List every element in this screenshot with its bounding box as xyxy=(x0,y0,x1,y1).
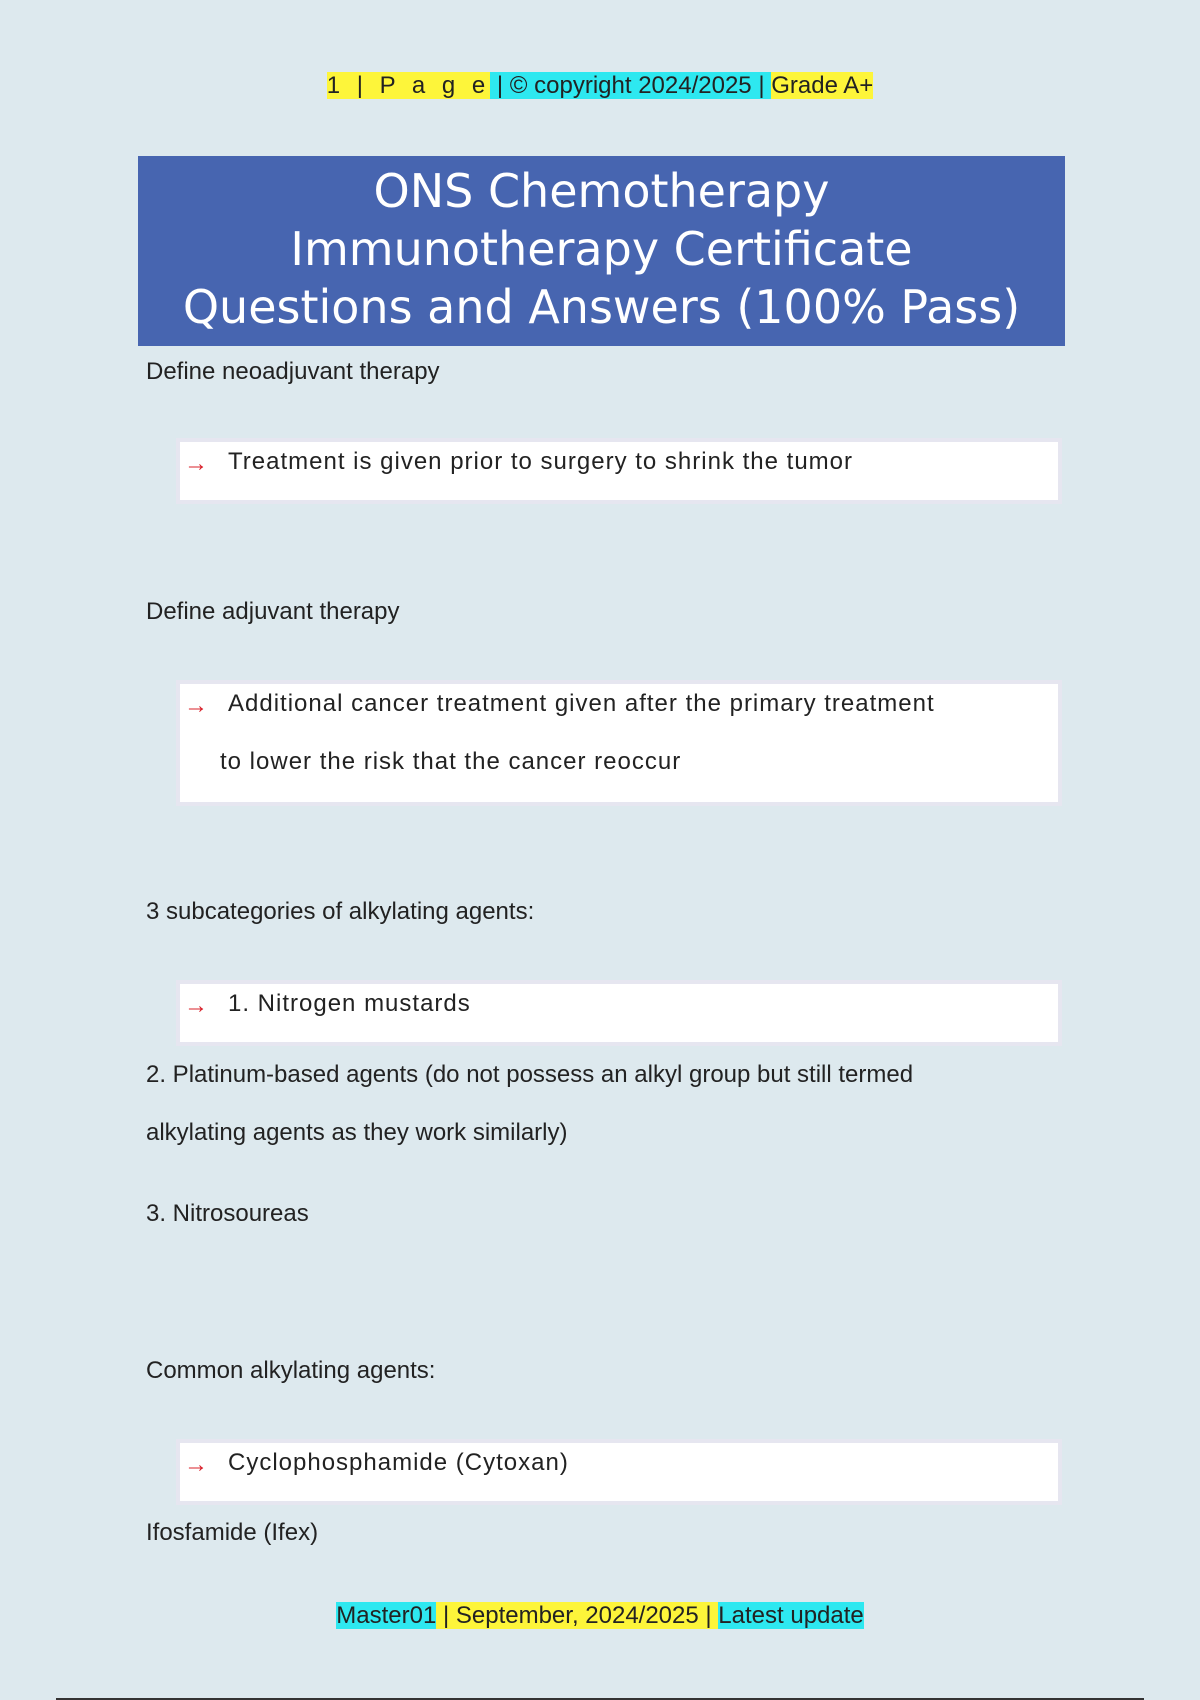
grade-text: Grade A+ xyxy=(771,72,874,99)
answer-box-4 xyxy=(176,1439,1062,1505)
question-2: Define adjuvant therapy xyxy=(146,598,400,625)
question-4: Common alkylating agents: xyxy=(146,1357,436,1384)
footer-date: | September, 2024/2025 | xyxy=(436,1602,719,1629)
question-3: 3 subcategories of alkylating agents: xyxy=(146,898,535,925)
answer-2-line-1: Additional cancer treatment given after the primary treatment xyxy=(228,690,935,717)
answer-1: Treatment is given prior to surgery to shrink the tumor xyxy=(228,448,853,475)
answer-4-continuation-1: Ifosfamide (Ifex) xyxy=(146,1519,319,1546)
arrow-right-icon: → xyxy=(184,692,209,719)
arrow-right-icon: → xyxy=(184,992,209,1019)
answer-3: 1. Nitrogen mustards xyxy=(228,990,471,1017)
latest-update-label: Latest update xyxy=(718,1602,864,1629)
answer-3-continuation-1: 2. Platinum-based agents (do not possess an alkyl group but still termed xyxy=(146,1061,914,1088)
answer-box-1 xyxy=(176,438,1062,504)
arrow-right-icon: → xyxy=(184,1451,209,1478)
copyright-text: | © copyright 2024/2025 | xyxy=(490,72,772,99)
answer-box-2 xyxy=(176,680,1062,806)
answer-box-3 xyxy=(176,980,1062,1046)
arrow-right-icon: → xyxy=(184,450,209,477)
page-footer xyxy=(0,1600,1200,1632)
page-header xyxy=(0,70,1200,102)
title-line-2: Immunotherapy Certificate xyxy=(290,222,913,276)
answer-4: Cyclophosphamide (Cytoxan) xyxy=(228,1449,569,1476)
answer-3-continuation-3: 3. Nitrosoureas xyxy=(146,1200,309,1227)
answer-3-continuation-2: alkylating agents as they work similarly) xyxy=(146,1119,568,1146)
answer-2-line-2: to lower the risk that the cancer reoccur xyxy=(220,748,682,775)
page-number: 1 | P a g e xyxy=(326,72,491,99)
master-label: Master01 xyxy=(336,1602,437,1629)
title-line-3: Questions and Answers (100% Pass) xyxy=(182,280,1021,334)
question-1: Define neoadjuvant therapy xyxy=(146,358,440,385)
title-line-1: ONS Chemotherapy xyxy=(373,164,830,218)
document-title xyxy=(138,156,1065,346)
